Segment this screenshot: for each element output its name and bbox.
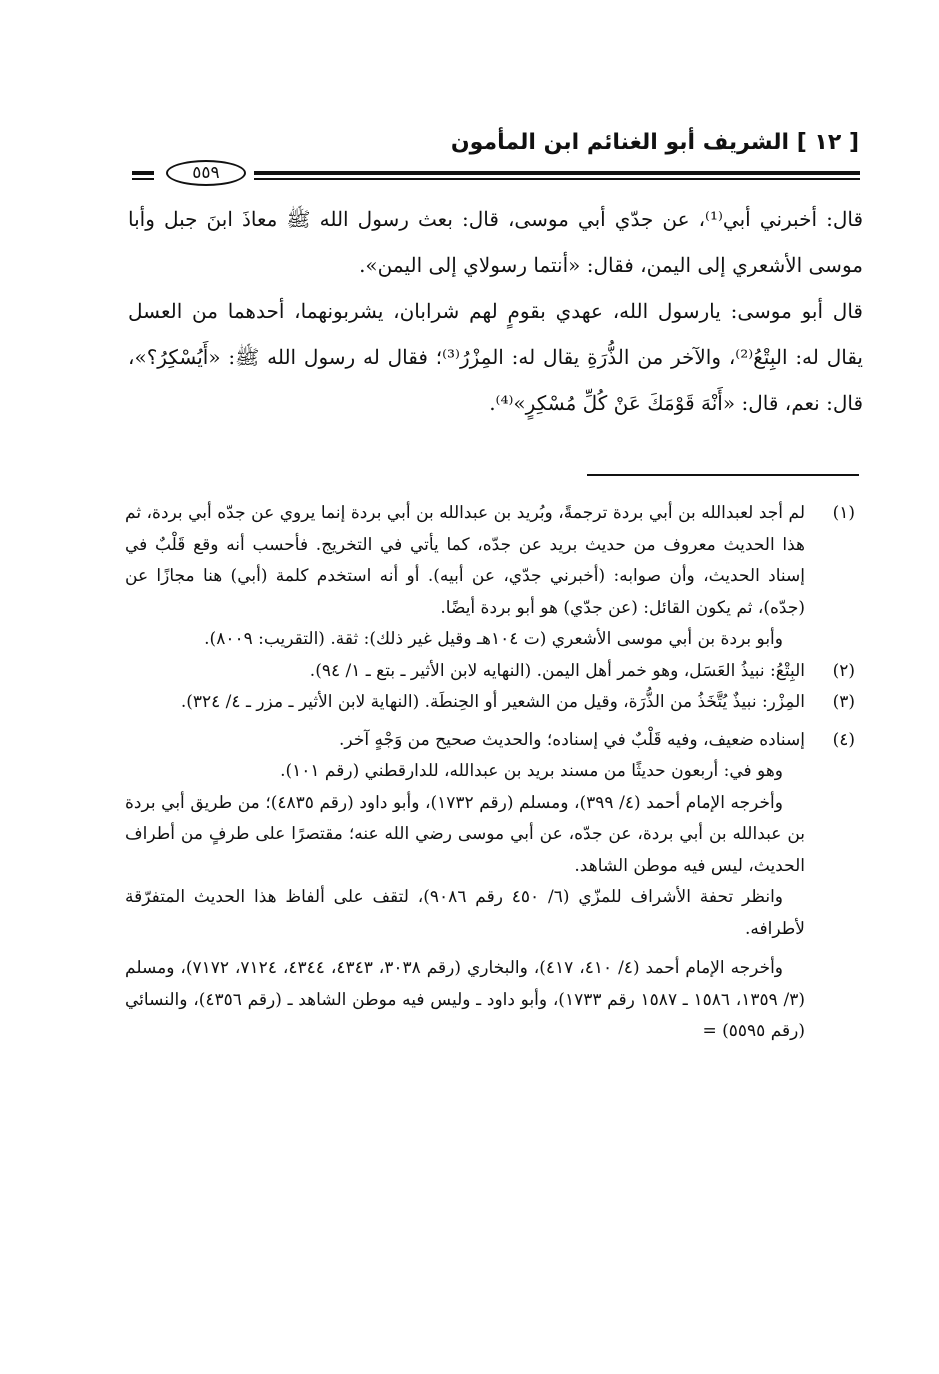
rule-thin <box>254 178 860 180</box>
footnote <box>125 656 855 688</box>
footnote-paragraph: البِتْعُ: نبيذُ العَسَل، وهو خمر أهل اليمن. (النهايه لابن الأثير ـ بتع ـ ١/ ٩٤). <box>309 660 805 681</box>
footnote <box>125 725 855 1048</box>
footnote <box>125 687 855 719</box>
rule-segment <box>132 171 154 175</box>
footnote-paragraph: وأخرجه الإمام أحمد (٤/ ٤١٠، ٤١٧)، والبخاري (رقم ٣٠٣٨، ٤٣٤٣، ٤٣٤٤، ٧١٢٤، ٧١٧٢)، ومسلم (٣/ ١٣٥٩، ١٥٨٦ ـ ١٥٨٧ رقم ١٧٣٣)، وأبو داود ـ وليس فيه موطن الشاهد ـ (رقم ٤٣٥٦)، والنسائي (رقم ٥٥٩٥) = <box>125 958 805 1041</box>
footnote-paragraph: وهو في: أربعون حديثًا من مسند بريد بن عبدالله، للدارقطني (رقم ١٠١). <box>280 761 783 781</box>
footnote-number: (١) <box>832 503 855 523</box>
footnote-paragraph: لم أجد لعبدالله بن أبي بردة ترجمةً، وبُريد بن عبدالله بن أبي بردة إنما يروي عن جدّه أبي بردة، ثم هذا الحديث معروف من حديث بريد عن جدّه، كما يأتي في التخريج. فأحسب أنه وقع قَلْبٌ في إسناد الحديث، وأن صوابه: (أخبرني جدّي، عن أبيه). أو أنه استخدم كلمة (أبي) هنا مجازًا عن (جدّه)، ثم يكون القائل: (عن جدّي) هو أبو بردة أيضًا. <box>125 503 805 618</box>
footnote-paragraph: وأبو بردة بن أبي موسى الأشعري (ت ١٠٤هـ وقيل غير ذلك): ثقة. (التقريب: ٨٠٠٩). <box>204 629 783 649</box>
rule-thick <box>254 171 860 175</box>
main-paragraph: قال أبو موسى: يارسول الله، عهدي بقومٍ لهم شرابان، يشربونهما، أحدهما من العسل يقال له: البِتْعُ⁽²⁾، والآخر من الذُّرَةِ يقال له: المِزْرُ⁽³⁾؛ فقال له رسول الله ﷺ: «أَيُسْكِرُ؟»، قال: نعم، قال: «أَنْهَ قَوْمَكَ عَنْ كُلِّ مُسْكِرٍ»⁽⁴⁾. <box>128 299 863 415</box>
footnotes <box>125 498 855 1048</box>
footnote-paragraph: وانظر تحفة الأشراف للمزّي (٦/ ٤٥٠ رقم ٩٠٨٦)، لتقف على ألفاظ هذا الحديث المتفرّقة لأطرافه. <box>125 887 805 939</box>
page-number: ٥٥٩ <box>166 160 246 186</box>
footnote-body <box>125 656 805 688</box>
main-paragraph: قال: أخبرني أبي⁽¹⁾، عن جدّي أبي موسى، قال: بعث رسول الله ﷺ معاذَ ابنَ جبل وأبا موسى الأشعري إلى اليمن، فقال: «أنتما رسولاي إلى اليمن». <box>128 207 864 277</box>
footnote-paragraph: المِزْر: نبيذٌ يُتَّخَذُ من الذُّرَة، وقيل من الشعير أو الحِنطَة. (النهاية لابن الأثير ـ مزر ـ ٤/ ٣٢٤). <box>180 692 805 712</box>
footnote-separator <box>587 474 859 476</box>
footnote-number: (٤) <box>832 729 855 750</box>
main-text <box>128 196 863 426</box>
rule-segment <box>132 178 154 180</box>
footnote-paragraph: إسناده ضعيف، وفيه قَلْبٌ في إسناده؛ والحديث صحيح من وَجْهٍ آخر. <box>339 729 805 750</box>
footnote-number: (٣) <box>832 692 855 712</box>
footnote-number: (٢) <box>832 660 855 681</box>
footnote-body <box>125 725 805 1048</box>
header-rule <box>132 158 860 188</box>
footnote-paragraph: وأخرجه الإمام أحمد (٤/ ٣٩٩)، ومسلم (رقم ١٧٣٢)، وأبو داود (رقم ٤٨٣٥)؛ من طريق أبي بردة بن عبدالله بن أبي بردة، عن جدّه، عن أبي موسى رضي الله عنه؛ مقتصرًا على طرفٍ من أطراف الحديث، ليس فيه موطن الشاهد. <box>125 792 805 876</box>
footnote <box>125 498 855 656</box>
running-title: [ ١٢ ] الشريف أبو الغنائم ابن المأمون <box>450 130 859 155</box>
footnote-body <box>125 498 805 656</box>
footnote-body <box>125 687 805 719</box>
